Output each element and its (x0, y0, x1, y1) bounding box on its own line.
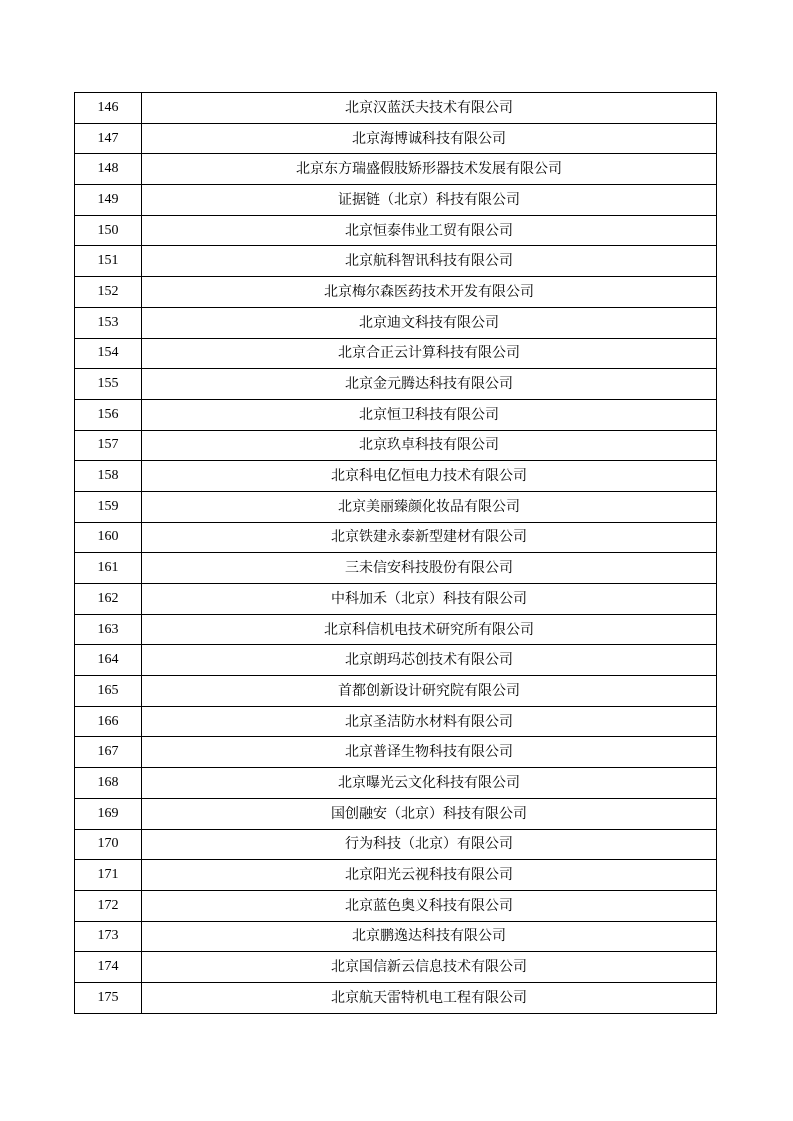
company-list-table (74, 92, 717, 1014)
table-row (75, 154, 717, 185)
company-name-cell: 北京恒泰伟业工贸有限公司 (142, 215, 717, 246)
company-name-cell: 北京东方瑞盛假肢矫形器技术发展有限公司 (142, 154, 717, 185)
table-row (75, 93, 717, 124)
table-row (75, 890, 717, 921)
table-row (75, 676, 717, 707)
company-name-cell: 北京汉蓝沃夫技术有限公司 (142, 93, 717, 124)
company-name-cell: 北京朗玛芯创技术有限公司 (142, 645, 717, 676)
company-name-cell: 北京迪文科技有限公司 (142, 307, 717, 338)
company-name-cell: 北京普译生物科技有限公司 (142, 737, 717, 768)
company-name-cell: 北京国信新云信息技术有限公司 (142, 952, 717, 983)
table-row (75, 185, 717, 216)
company-name-cell: 北京合正云计算科技有限公司 (142, 338, 717, 369)
company-name-cell: 北京科信机电技术研究所有限公司 (142, 614, 717, 645)
table-row (75, 737, 717, 768)
table-row (75, 982, 717, 1013)
company-name-cell: 北京美丽臻颜化妆品有限公司 (142, 491, 717, 522)
table-row (75, 491, 717, 522)
row-number-cell: 175 (75, 982, 142, 1013)
company-name-cell: 首都创新设计研究院有限公司 (142, 676, 717, 707)
company-name-cell: 国创融安（北京）科技有限公司 (142, 798, 717, 829)
company-name-cell: 北京鹏逸达科技有限公司 (142, 921, 717, 952)
row-number-cell: 172 (75, 890, 142, 921)
table-row (75, 123, 717, 154)
company-name-cell: 北京铁建永泰新型建材有限公司 (142, 522, 717, 553)
table-row (75, 952, 717, 983)
table-row (75, 307, 717, 338)
table-row (75, 614, 717, 645)
row-number-cell: 165 (75, 676, 142, 707)
row-number-cell: 151 (75, 246, 142, 277)
company-name-cell: 北京曝光云文化科技有限公司 (142, 768, 717, 799)
row-number-cell: 173 (75, 921, 142, 952)
row-number-cell: 169 (75, 798, 142, 829)
table-row (75, 553, 717, 584)
table-row (75, 829, 717, 860)
row-number-cell: 171 (75, 860, 142, 891)
row-number-cell: 150 (75, 215, 142, 246)
row-number-cell: 155 (75, 369, 142, 400)
company-name-cell: 北京阳光云视科技有限公司 (142, 860, 717, 891)
company-name-cell: 北京金元腾达科技有限公司 (142, 369, 717, 400)
company-list-body (75, 93, 717, 1014)
table-row (75, 522, 717, 553)
row-number-cell: 161 (75, 553, 142, 584)
row-number-cell: 167 (75, 737, 142, 768)
table-row (75, 798, 717, 829)
row-number-cell: 164 (75, 645, 142, 676)
table-row (75, 277, 717, 308)
table-row (75, 860, 717, 891)
table-row (75, 921, 717, 952)
company-name-cell: 北京科电亿恒电力技术有限公司 (142, 461, 717, 492)
company-name-cell: 北京航科智讯科技有限公司 (142, 246, 717, 277)
table-row (75, 768, 717, 799)
table-row (75, 246, 717, 277)
table-row (75, 399, 717, 430)
company-name-cell: 北京恒卫科技有限公司 (142, 399, 717, 430)
table-row (75, 338, 717, 369)
table-row (75, 645, 717, 676)
company-name-cell: 北京玖卓科技有限公司 (142, 430, 717, 461)
table-row (75, 430, 717, 461)
company-name-cell: 北京梅尔森医药技术开发有限公司 (142, 277, 717, 308)
company-name-cell: 北京航天雷特机电工程有限公司 (142, 982, 717, 1013)
row-number-cell: 148 (75, 154, 142, 185)
company-name-cell: 中科加禾（北京）科技有限公司 (142, 584, 717, 615)
row-number-cell: 166 (75, 706, 142, 737)
row-number-cell: 147 (75, 123, 142, 154)
table-row (75, 215, 717, 246)
table-row (75, 584, 717, 615)
table-row (75, 706, 717, 737)
company-name-cell: 三未信安科技股份有限公司 (142, 553, 717, 584)
row-number-cell: 174 (75, 952, 142, 983)
row-number-cell: 163 (75, 614, 142, 645)
row-number-cell: 168 (75, 768, 142, 799)
row-number-cell: 156 (75, 399, 142, 430)
company-name-cell: 北京蓝色奥义科技有限公司 (142, 890, 717, 921)
row-number-cell: 153 (75, 307, 142, 338)
row-number-cell: 157 (75, 430, 142, 461)
row-number-cell: 162 (75, 584, 142, 615)
table-row (75, 369, 717, 400)
row-number-cell: 154 (75, 338, 142, 369)
company-name-cell: 行为科技（北京）有限公司 (142, 829, 717, 860)
company-name-cell: 北京海博诚科技有限公司 (142, 123, 717, 154)
table-row (75, 461, 717, 492)
row-number-cell: 160 (75, 522, 142, 553)
row-number-cell: 149 (75, 185, 142, 216)
row-number-cell: 152 (75, 277, 142, 308)
row-number-cell: 170 (75, 829, 142, 860)
row-number-cell: 158 (75, 461, 142, 492)
row-number-cell: 159 (75, 491, 142, 522)
row-number-cell: 146 (75, 93, 142, 124)
company-name-cell: 证据链（北京）科技有限公司 (142, 185, 717, 216)
company-name-cell: 北京圣洁防水材料有限公司 (142, 706, 717, 737)
